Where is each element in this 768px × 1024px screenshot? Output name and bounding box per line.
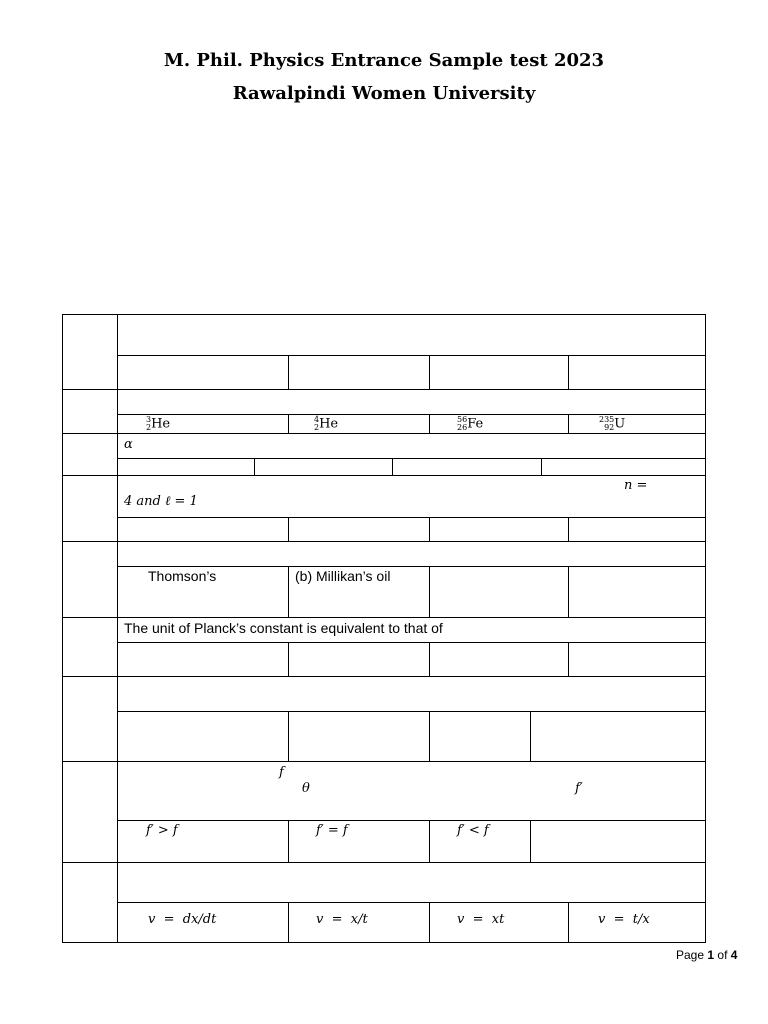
option-a-text: Thomson’s [148, 568, 217, 584]
option-nuclide-c: 56 26Fe [457, 415, 484, 432]
option-c-text: f′ < f [457, 823, 489, 838]
option-nuclide-b: 4 2He [314, 415, 339, 432]
option-b-text: f′ = f [316, 823, 348, 838]
option-d-text: v = t/x [598, 912, 650, 927]
option-c-text: v = xt [457, 912, 505, 927]
option-a-text: f′ > f [146, 823, 178, 838]
option-a-text: v = dx/dt [148, 912, 217, 927]
document-title: M. Phil. Physics Entrance Sample test 2023 [163, 50, 605, 71]
q6-stem: The unit of Planck’s constant is equivalent to that of [124, 620, 443, 636]
page-number: Page 1 of 4 [676, 948, 738, 962]
q4-stem-cont: 4 and ℓ = 1 [124, 494, 198, 509]
option-nuclide-a: 3 2He [146, 415, 171, 432]
symbol-f-prime: f′ [575, 781, 583, 796]
symbol-theta: θ [302, 781, 310, 796]
q4-stem-end: n = [624, 478, 648, 493]
alpha-symbol: α [124, 437, 133, 452]
option-nuclide-d: 235 92U [599, 415, 626, 432]
option-b-text: v = x/t [316, 912, 368, 927]
university-name: Rawalpindi Women University [232, 83, 536, 104]
symbol-f: f [279, 765, 284, 780]
option-b-text: (b) Millikan’s oil [295, 568, 391, 584]
